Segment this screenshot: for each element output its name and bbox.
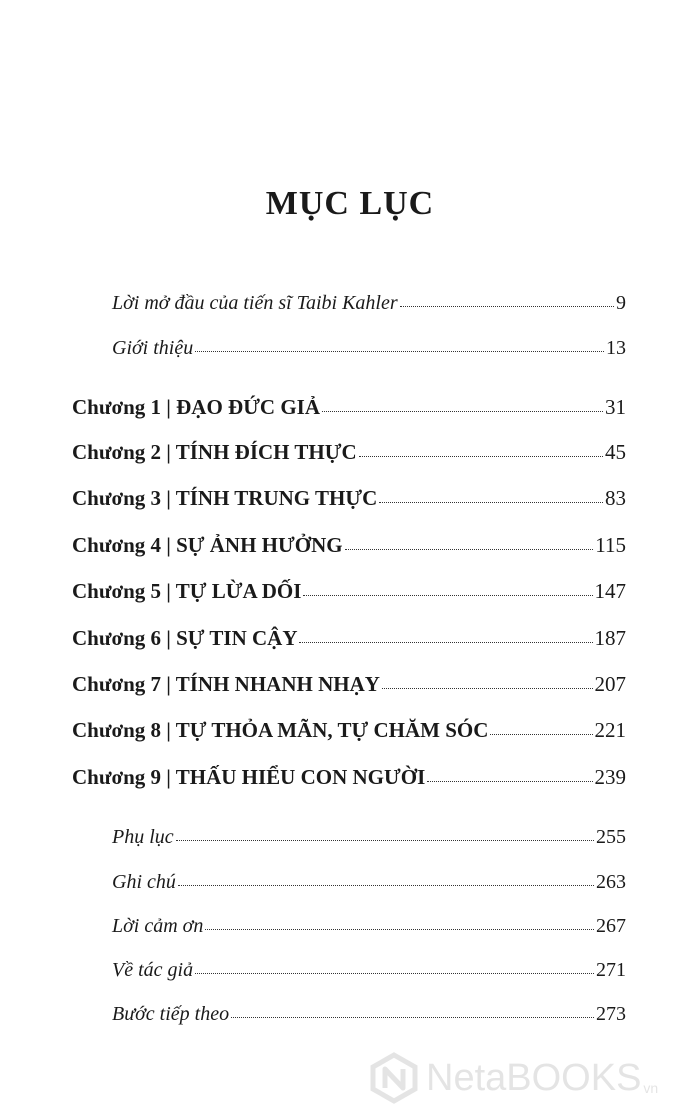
toc-entry-page: 187: [594, 626, 626, 650]
toc-entry-chapter-1: [72, 395, 626, 420]
toc-entry-page: 255: [596, 826, 626, 848]
toc-entry-label: Về tác giả: [112, 959, 194, 981]
netabooks-watermark: [368, 1052, 658, 1104]
dot-leader: [379, 502, 603, 503]
toc-entry-page: 31: [605, 395, 626, 419]
toc-entry-chapter-2: [72, 440, 626, 465]
toc-entry-next-steps: [112, 1003, 626, 1026]
toc-entry-label: Chương 9 | THẤU HIỂU CON NGƯỜI: [72, 765, 426, 789]
toc-entry-label: Giới thiệu: [112, 337, 194, 359]
toc-entry-chapter-4: [72, 533, 626, 558]
toc-entry-foreword: [112, 292, 626, 315]
dot-leader: [176, 840, 594, 841]
toc-entry-page: 83: [605, 486, 626, 510]
toc-entry-label: Phụ lục: [112, 826, 174, 848]
toc-entry-label: Chương 2 | TÍNH ĐÍCH THỰC: [72, 440, 357, 464]
toc-entry-page: 239: [594, 765, 626, 789]
toc-entry-page: 273: [596, 1003, 626, 1025]
dot-leader: [195, 973, 594, 974]
toc-entry-chapter-3: [72, 486, 626, 511]
toc-entry-label: Chương 7 | TÍNH NHANH NHẠY: [72, 672, 380, 696]
toc-entry-label: Chương 8 | TỰ THỎA MÃN, TỰ CHĂM SÓC: [72, 718, 489, 742]
toc-entry-chapter-9: [72, 765, 626, 790]
dot-leader: [195, 351, 604, 352]
watermark-suffix: vn: [643, 1080, 659, 1096]
toc-entry-page: 221: [594, 718, 626, 742]
dot-leader: [322, 411, 603, 412]
toc-entry-label: Lời mở đầu của tiến sĩ Taibi Kahler: [112, 292, 398, 314]
toc-entry-page: 13: [606, 337, 626, 359]
toc-entry-page: 45: [605, 440, 626, 464]
toc-entry-label: Chương 1 | ĐẠO ĐỨC GIẢ: [72, 395, 321, 419]
neta-logo-icon: [368, 1052, 420, 1104]
toc-entry-label: Chương 3 | TÍNH TRUNG THỰC: [72, 486, 378, 510]
toc-entry-page: 115: [595, 533, 626, 557]
toc-entry-acknowledgements: [112, 915, 626, 938]
dot-leader: [427, 781, 592, 782]
dot-leader: [400, 306, 614, 307]
toc-entry-label: Chương 5 | TỰ LỪA DỐI: [72, 579, 302, 603]
dot-leader: [303, 595, 592, 596]
dot-leader: [178, 885, 594, 886]
dot-leader: [382, 688, 593, 689]
toc-entry-label: Chương 4 | SỰ ẢNH HƯỞNG: [72, 533, 343, 557]
toc-entry-chapter-6: [72, 626, 626, 651]
toc-entry-label: Chương 6 | SỰ TIN CẬY: [72, 626, 298, 650]
toc-entry-notes: [112, 871, 626, 894]
toc-entry-chapter-7: [72, 672, 626, 697]
toc-entry-chapter-8: [72, 718, 626, 743]
dot-leader: [490, 734, 592, 735]
toc-entry-page: 263: [596, 871, 626, 893]
toc-entry-chapter-5: [72, 579, 626, 604]
toc-entry-appendix: [112, 826, 626, 849]
toc-entry-label: Ghi chú: [112, 871, 176, 893]
watermark-text: NetaBOOKS: [426, 1056, 642, 1099]
dot-leader: [345, 549, 594, 550]
toc-entry-label: Lời cảm ơn: [112, 915, 204, 937]
dot-leader: [205, 929, 594, 930]
toc-entry-introduction: [112, 337, 626, 360]
toc-entry-label: Bước tiếp theo: [112, 1003, 230, 1025]
toc-entry-page: 267: [596, 915, 626, 937]
dot-leader: [299, 642, 592, 643]
toc-title: MỤC LỤC: [265, 185, 435, 222]
toc-entry-page: 207: [594, 672, 626, 696]
toc-entry-about-author: [112, 959, 626, 982]
dot-leader: [231, 1017, 594, 1018]
toc-entry-page: 9: [616, 292, 626, 314]
toc-entry-page: 147: [594, 579, 626, 603]
dot-leader: [359, 456, 603, 457]
toc-entry-page: 271: [596, 959, 626, 981]
